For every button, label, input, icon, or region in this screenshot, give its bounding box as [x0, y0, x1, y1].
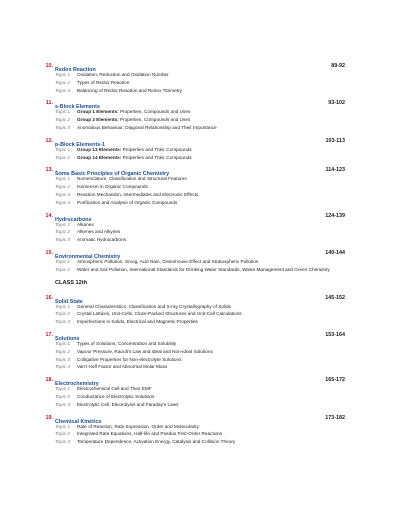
topic-label: Topic 3: [55, 439, 70, 445]
topic-text: Colligative Properties for Non-electrolyte Solutions: [77, 356, 182, 362]
chapter-title: Solutions: [55, 335, 80, 342]
topic-text: Properties and Their Compounds: [121, 146, 192, 152]
topic-text: Electrolytic Cell, Electrolysis and Faraday's Laws: [77, 401, 179, 407]
chapter-entry: [0, 212, 400, 244]
chapter-entry: [0, 99, 400, 131]
topic-row: [55, 258, 345, 266]
topic-row: [55, 191, 345, 199]
topic-text: Alkenes and Alkynes: [77, 229, 121, 235]
chapter-entry: [0, 331, 400, 371]
chapter-number: 15.: [45, 249, 53, 256]
chapter-page-range: 124-139: [325, 212, 345, 219]
chapter-heading: [45, 414, 345, 425]
topic-label: Topic 3: [55, 401, 70, 407]
chapter-entry: [0, 166, 400, 206]
topic-label: Topic 2: [55, 393, 70, 399]
topic-row: [55, 175, 345, 183]
chapter-heading: [45, 166, 345, 178]
chapter-number: 16.: [45, 294, 53, 301]
topic-label: Topic 3: [55, 237, 70, 243]
topic-label: Topic 3: [55, 124, 70, 130]
topic-row: [55, 401, 345, 409]
topic-text: Properties, Compounds and Uses: [118, 109, 191, 115]
topic-group-name: Group 1 Elements:: [77, 109, 119, 115]
topic-text: Properties, Compounds and Uses: [118, 117, 191, 123]
topic-row: [55, 438, 345, 446]
chapter-heading: [45, 376, 345, 388]
topic-label: Topic 1: [55, 221, 70, 227]
chapter-title: Hydrocarbons: [55, 216, 92, 223]
chapter-title: Environmental Chemistry: [55, 253, 121, 260]
chapter-page-range: 173-182: [325, 414, 345, 421]
topic-label: Topic 2: [55, 311, 70, 317]
topic-text: Electrochemical Cell and Their EMF: [77, 386, 152, 392]
topic-label: Topic 1: [55, 146, 70, 152]
chapter-title: Some Basic Principles of Organic Chemistry: [55, 171, 170, 178]
topic-group-name: Group 14 Elements:: [77, 154, 122, 160]
topic-text: Nomenclature, Classification and Structural Features: [77, 176, 187, 182]
topic-label: Topic 3: [55, 356, 70, 362]
topic-text: Types of Redox Reaction: [77, 79, 130, 85]
topic-label: Topic 2: [55, 79, 70, 85]
chapter-number: 10.: [45, 63, 53, 69]
chapter-title: Solid State: [55, 298, 83, 305]
topic-row: [55, 385, 345, 393]
topic-label: Topic 2: [55, 229, 70, 235]
chapter-entry: [0, 414, 400, 446]
topic-text: Imperfections in Solids, Electrical and Magnetic Properties: [77, 319, 198, 325]
topic-text: Crystal Lattices, Unit-Cells, Close-Packed Structures and Unit-Cell Calculations: [77, 311, 242, 317]
topic-row: [55, 310, 345, 318]
chapter-number: 17.: [45, 331, 53, 338]
topic-text: Purification and Analysis of Organic Compounds: [77, 199, 178, 205]
chapter-page-range: 153-164: [325, 331, 345, 338]
topic-label: Topic 2: [55, 431, 70, 437]
topic-label: Topic 1: [55, 176, 70, 182]
topic-text: Anomalous Behaviour, Diagonal Relationship and Their Importance: [77, 124, 217, 130]
chapter-entry: [0, 249, 400, 274]
chapter-title: s-Block Elements: [55, 104, 100, 111]
topic-label: Topic 2: [55, 348, 70, 354]
topic-label: Topic 2: [55, 117, 70, 123]
topic-row: [55, 363, 345, 371]
topic-row: [55, 266, 345, 274]
chapter-page-range: 89-92: [331, 63, 345, 69]
chapter-number: 19.: [45, 414, 53, 421]
topic-text: Conductance of Electrolytic Solutions: [77, 393, 155, 399]
chapter-title: p-Block Elements-1: [55, 141, 106, 148]
chapter-number: 18.: [45, 377, 53, 384]
chapter-page-range: 145-152: [325, 294, 345, 301]
topic-group-name: Group 2 Elements:: [77, 117, 119, 123]
topic-text: Atmospheric Pollution, Smog, Acid Rain, Greenhouse Effect and Stratospheric Pollution: [77, 258, 259, 264]
topic-label: Topic 1: [55, 109, 70, 115]
chapter-number: 11.: [45, 100, 53, 107]
topic-text: Alkanes: [77, 221, 94, 227]
topic-text: Properties and Their Compounds: [121, 154, 192, 160]
topic-row: [55, 348, 345, 356]
topic-text: Rate of Reaction, Rate Expression, Order and Molecularity: [77, 423, 199, 429]
topic-row: [55, 236, 345, 244]
topic-row: [55, 340, 345, 348]
topic-label: Topic 1: [55, 303, 70, 309]
topic-label: Topic 1: [55, 340, 70, 346]
chapter-heading: [45, 62, 345, 73]
topic-row: [55, 303, 345, 311]
topic-label: Topic 2: [55, 266, 70, 272]
topic-text: Water and Soil Pollution, International Standards for Drinking Water Standards, Waste Management and Green Chemistry: [77, 266, 330, 272]
topic-row: [55, 199, 345, 207]
topic-row: [55, 430, 345, 438]
chapter-page-range: 93-102: [328, 100, 345, 107]
chapter-entry: [0, 294, 400, 326]
topic-row: [55, 183, 345, 191]
topic-text: General Characteristics, Classification and X-ray Crystallography of Solids: [77, 303, 231, 309]
chapter-heading: [45, 249, 345, 260]
class-heading: CLASS 12th: [55, 279, 88, 286]
topic-label: Topic 3: [55, 87, 70, 93]
topic-text: Reaction Mechanism, Intermediates and Electronic Effects: [77, 191, 199, 197]
topic-row: [55, 79, 345, 87]
topic-row: [55, 116, 345, 124]
topic-text: Isomerism in Organic Compounds: [77, 184, 148, 190]
topic-text: Oxidation, Reduction and Oxidation Number: [77, 72, 169, 77]
topic-row: [55, 228, 345, 236]
chapter-heading: [45, 212, 345, 223]
topic-row: [55, 423, 345, 431]
topic-row: [55, 108, 345, 116]
topic-row: [55, 87, 345, 95]
topic-row: [55, 393, 345, 401]
topic-label: Topic 3: [55, 191, 70, 197]
chapter-entry: [0, 137, 400, 162]
chapter-entry: [0, 62, 400, 94]
chapter-title: Electrochemistry: [55, 381, 99, 388]
chapter-page-range: 140-144: [325, 249, 345, 256]
topic-row: [55, 318, 345, 326]
topic-text: Aromatic Hydrocarbons: [77, 237, 126, 243]
chapter-page-range: 114-123: [325, 167, 345, 174]
topic-label: Topic 3: [55, 319, 70, 325]
topic-label: Topic 1: [55, 423, 70, 429]
topic-text: Vapour Pressure, Raoult's Law and Ideal and Non-ideal Solutions: [77, 348, 213, 354]
chapter-title: Redox Reaction: [55, 67, 96, 73]
chapter-list-class-12: [0, 294, 400, 446]
chapter-heading: [45, 294, 345, 305]
chapter-page-range: 165-172: [325, 377, 345, 384]
chapter-heading: [45, 99, 345, 111]
chapter-number: 12.: [45, 137, 53, 144]
chapter-heading: [45, 137, 345, 148]
topic-row: [55, 154, 345, 162]
topic-row: [55, 356, 345, 364]
topic-row: [55, 221, 345, 229]
topic-text: Balancing of Redox Reaction and Redox Titrimetry: [77, 87, 183, 93]
topic-row: [55, 146, 345, 154]
chapter-page-range: 103-113: [325, 137, 345, 144]
topic-text: Temperature Dependence, Activation Energy, Catalysis and Collision Theory: [77, 439, 236, 445]
topic-label: Topic 4: [55, 364, 70, 370]
topic-group-name: Group 13 Elements:: [77, 146, 122, 152]
chapter-heading: [45, 331, 345, 342]
topic-label: Topic 4: [55, 199, 70, 205]
topic-row: [55, 124, 345, 132]
topic-label: Topic 2: [55, 184, 70, 190]
topic-label: Topic 2: [55, 154, 70, 160]
topic-row: [55, 71, 345, 79]
chapter-title: Chemical Kinetics: [55, 418, 102, 425]
chapter-entry: [0, 376, 400, 408]
chapter-number: 13.: [45, 167, 53, 174]
chapter-list-class-11: [0, 62, 400, 274]
topic-text: Van't Hoff Factor and Abnormal Molar Mass: [77, 364, 168, 370]
topic-label: Topic 1: [55, 386, 70, 392]
topic-label: Topic 1: [55, 72, 70, 77]
topic-label: Topic 1: [55, 258, 70, 264]
chapter-number: 14.: [45, 212, 53, 219]
topic-text: Integrated Rate Equations, Half-life and Pseduo First-Order Reactions: [77, 431, 223, 437]
topic-text: Types of Solutions, Concentration and Solubility: [77, 340, 177, 346]
